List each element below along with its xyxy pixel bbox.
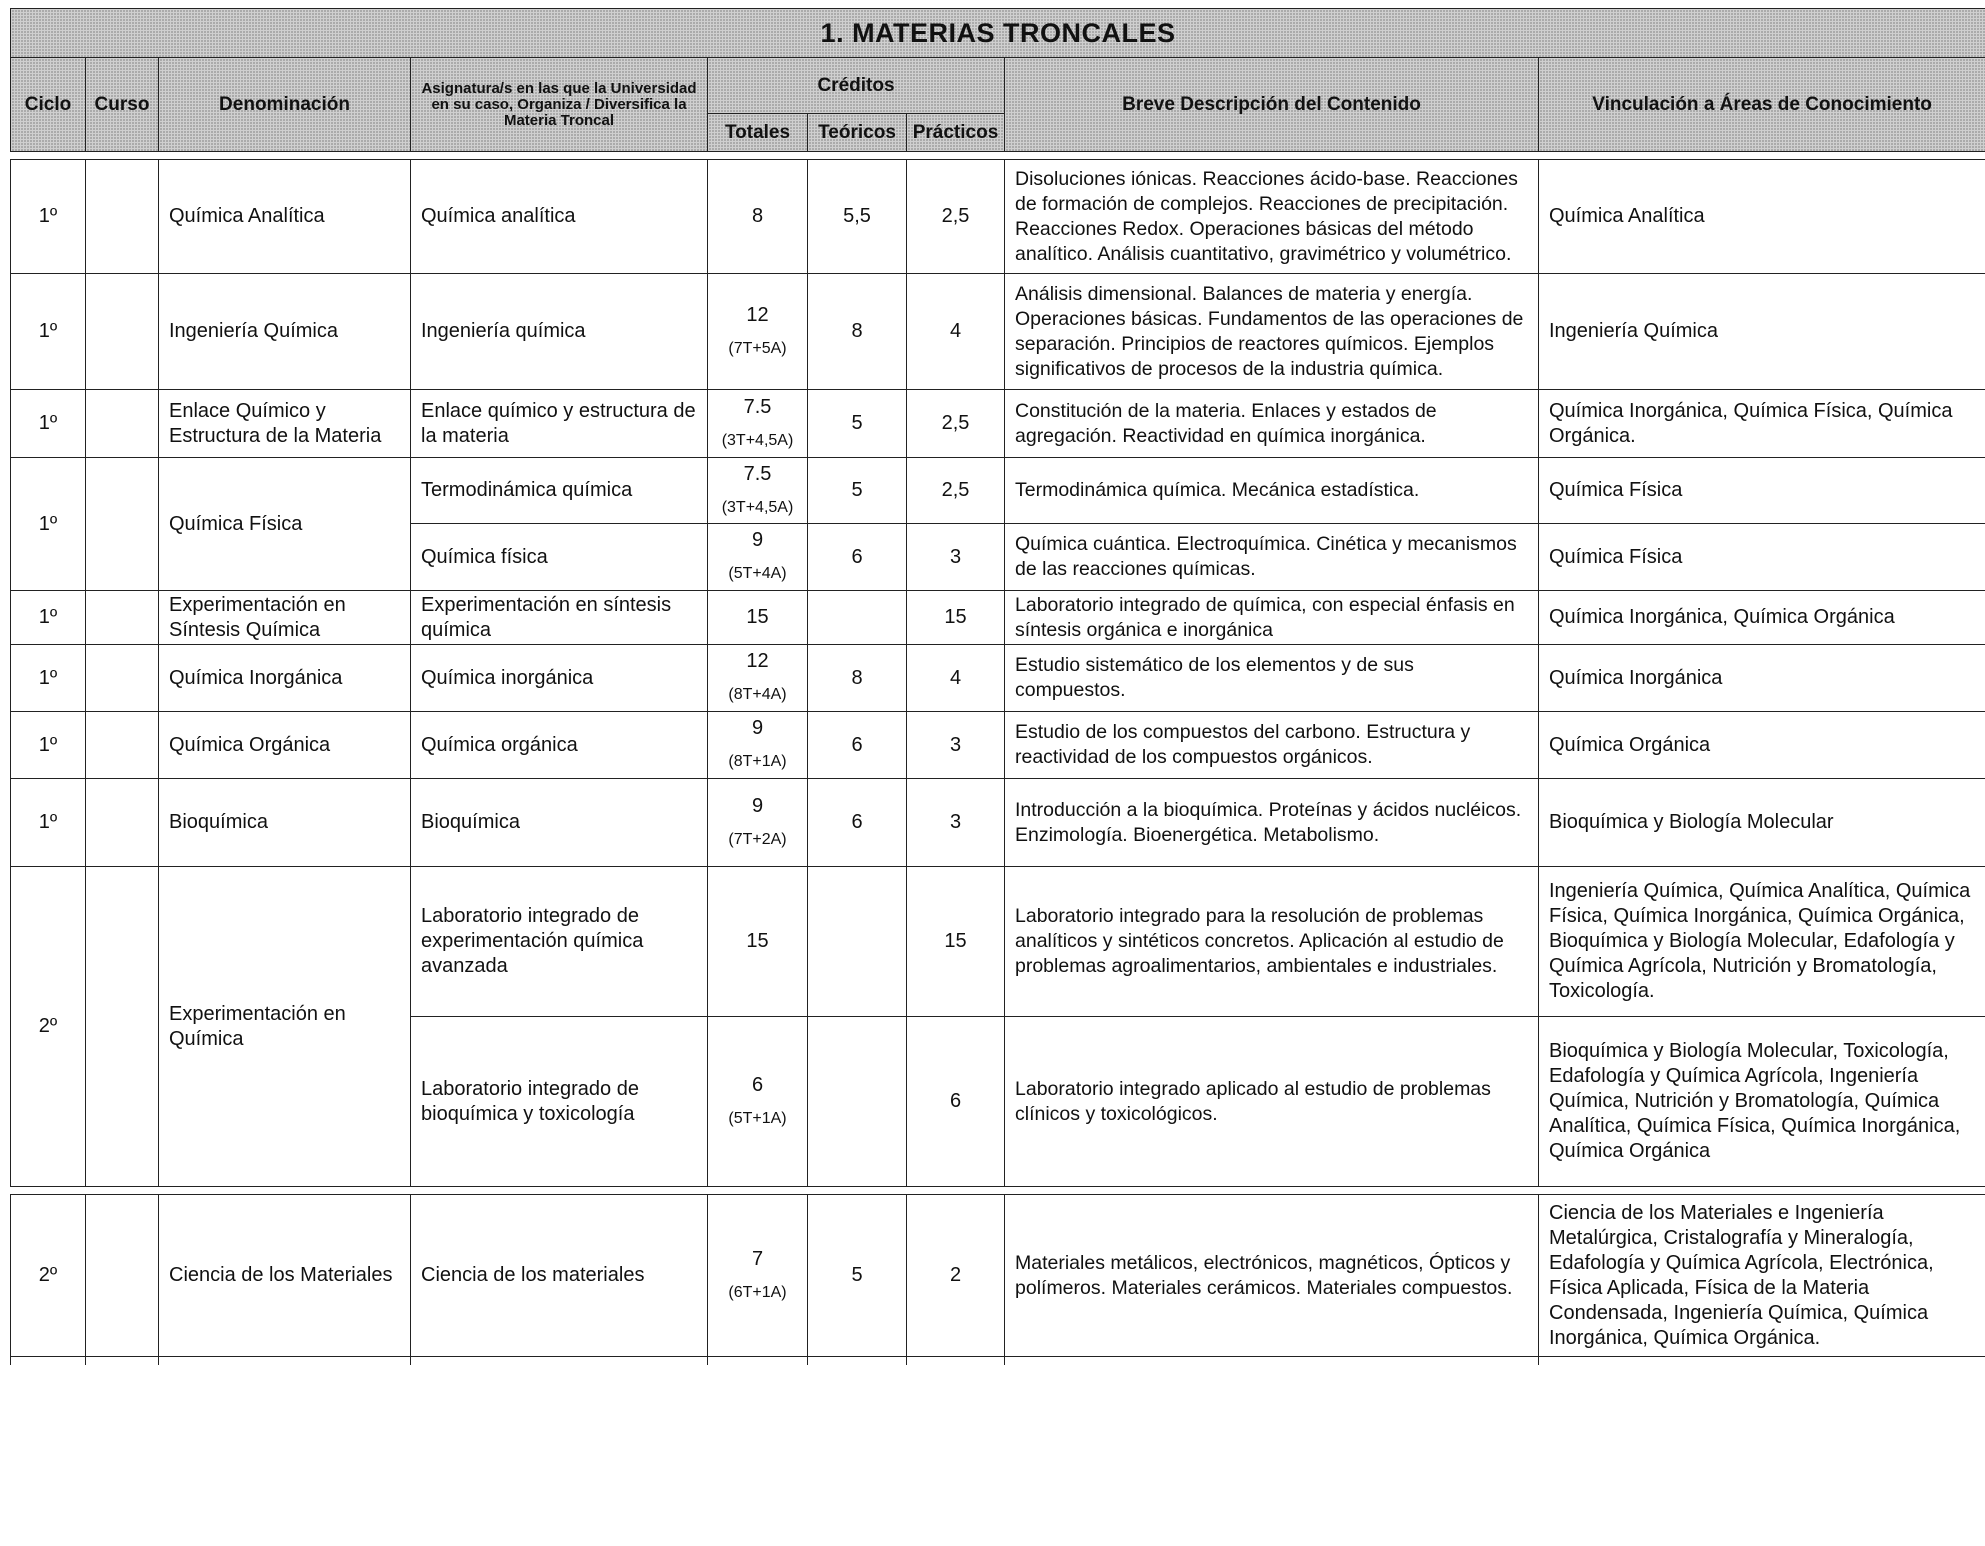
cell-denominacion: Química Inorgánica bbox=[159, 645, 411, 712]
header-totales: Totales bbox=[708, 114, 808, 152]
cell-descripcion: Química cuántica. Electroquímica. Cinética y mecanismos de las reacciones químicas. bbox=[1005, 524, 1539, 591]
cell-descripcion: Laboratorio integrado para la resolución de problemas analíticos y sintéticos concretos. Aplicación al estudio de problemas agroalimentarios, ambientales e industriales. bbox=[1005, 867, 1539, 1017]
cell-asignatura: Termodinámica química bbox=[411, 458, 708, 524]
cell-descripcion: Estudio de los compuestos del carbono. Estructura y reactividad de los compuestos orgánicos. bbox=[1005, 712, 1539, 779]
cell-totales bbox=[708, 458, 808, 524]
cell-ciclo: 2º bbox=[11, 1195, 86, 1357]
totales-breakdown: (5T+4A) bbox=[728, 565, 787, 582]
cell-totales bbox=[708, 645, 808, 712]
cell-totales bbox=[708, 1017, 808, 1187]
header-descripcion: Breve Descripción del Contenido bbox=[1005, 58, 1539, 152]
page-title: 1. MATERIAS TRONCALES bbox=[11, 9, 1985, 58]
cell-vinculacion: Química Física bbox=[1539, 458, 1985, 524]
table-row bbox=[11, 458, 1985, 524]
totales-value: 8 bbox=[751, 205, 764, 227]
cell-denominacion: Ciencia de los Materiales bbox=[159, 1195, 411, 1357]
cell-ciclo: 1º bbox=[11, 779, 86, 867]
totales-value: 15 bbox=[746, 930, 769, 952]
cell-curso bbox=[86, 591, 159, 645]
cell-denominacion: Ingeniería Química bbox=[159, 274, 411, 390]
cell-totales bbox=[708, 1195, 808, 1357]
cell-teoricos: 6 bbox=[808, 712, 907, 779]
cell-practicos: 2,5 bbox=[907, 160, 1005, 274]
cell-ciclo: 1º bbox=[11, 458, 86, 591]
cell-totales bbox=[708, 274, 808, 390]
cell-ciclo: 1º bbox=[11, 712, 86, 779]
cell-asignatura: Ciencia de los materiales bbox=[411, 1195, 708, 1357]
cell-asignatura: Química orgánica bbox=[411, 712, 708, 779]
cell-asignatura: Experimentación en síntesis química bbox=[411, 591, 708, 645]
cell-ciclo: 2º bbox=[11, 867, 86, 1187]
cell-teoricos: 5 bbox=[808, 458, 907, 524]
cell-vinculacion: Bioquímica y Biología Molecular bbox=[1539, 779, 1985, 867]
totales-value: 7.5 bbox=[743, 462, 772, 485]
cell-vinculacion: Bioquímica y Biología Molecular, Toxicología, Edafología y Química Agrícola, Ingeniería Química, Nutrición y Bromatología, Química Analítica, Química Física, Química Inorgánica, Química Orgánica bbox=[1539, 1017, 1985, 1187]
cell-descripcion: Estudio sistemático de los elementos y de sus compuestos. bbox=[1005, 645, 1539, 712]
cell-curso bbox=[86, 867, 159, 1187]
cell-asignatura: Química analítica bbox=[411, 160, 708, 274]
cell-curso bbox=[86, 458, 159, 591]
cell-teoricos bbox=[808, 867, 907, 1017]
cell-vinculacion: Química Física bbox=[1539, 524, 1985, 591]
header-practicos: Prácticos bbox=[907, 114, 1005, 152]
cell-denominacion: Química Orgánica bbox=[159, 712, 411, 779]
cell-descripcion: Termodinámica química. Mecánica estadística. bbox=[1005, 458, 1539, 524]
cell-asignatura: Química inorgánica bbox=[411, 645, 708, 712]
cell-totales bbox=[708, 591, 808, 645]
table-row bbox=[11, 591, 1985, 645]
materias-troncales-table bbox=[10, 8, 1985, 1365]
cell-vinculacion: Química Inorgánica bbox=[1539, 645, 1985, 712]
cell-vinculacion: Química Orgánica bbox=[1539, 712, 1985, 779]
totales-value: 6 bbox=[751, 1073, 764, 1096]
cell-teoricos: 5,5 bbox=[808, 160, 907, 274]
totales-value: 7.5 bbox=[743, 395, 772, 418]
totales-breakdown: (8T+4A) bbox=[728, 686, 787, 703]
cell-totales bbox=[708, 867, 808, 1017]
table-row bbox=[11, 867, 1985, 1017]
cell-asignatura: Enlace químico y estructura de la materia bbox=[411, 390, 708, 458]
cell-descripcion: Disoluciones iónicas. Reacciones ácido-base. Reacciones de formación de complejos. Reacciones de precipitación. Reacciones Redox. Operaciones básicas del método analítico. Análisis cuantitativo, gravimétrico y volumétrico. bbox=[1005, 160, 1539, 274]
table-row bbox=[11, 645, 1985, 712]
cell-practicos: 3 bbox=[907, 712, 1005, 779]
cell-ciclo: 1º bbox=[11, 591, 86, 645]
cell-teoricos bbox=[808, 591, 907, 645]
totales-breakdown: (6T+1A) bbox=[728, 1283, 787, 1301]
cell-totales bbox=[708, 390, 808, 458]
cell-vinculacion: Ciencia de los Materiales e Ingeniería Metalúrgica, Cristalografía y Mineralogía, Edafología y Química Agrícola, Electrónica, Física Aplicada, Física de la Materia Condensada, Ingeniería Química, Química Inorgánica, Química Orgánica. bbox=[1539, 1195, 1985, 1357]
cell-practicos: 15 bbox=[907, 867, 1005, 1017]
table-row bbox=[11, 160, 1985, 274]
table-row bbox=[11, 712, 1985, 779]
cell-ciclo: 1º bbox=[11, 160, 86, 274]
cell-practicos: 2 bbox=[907, 1195, 1005, 1357]
cell-vinculacion: Ingeniería Química, Química Analítica, Química Física, Química Inorgánica, Química Orgánica, Bioquímica y Biología Molecular, Edafología y Química Agrícola, Nutrición y Bromatología, Toxicología. bbox=[1539, 867, 1985, 1017]
totales-breakdown: (8T+1A) bbox=[728, 753, 787, 770]
cell-practicos: 15 bbox=[907, 591, 1005, 645]
cell-denominacion: Experimentación en Química bbox=[159, 867, 411, 1187]
cell-denominacion: Química Analítica bbox=[159, 160, 411, 274]
header-creditos: Créditos bbox=[708, 58, 1005, 114]
header-asignatura: Asignatura/s en las que la Universidad en su caso, Organiza / Diversifica la Materia Troncal bbox=[411, 58, 708, 152]
cell-teoricos: 8 bbox=[808, 645, 907, 712]
cell-teoricos: 6 bbox=[808, 779, 907, 867]
cell-curso bbox=[86, 779, 159, 867]
cell-denominacion: Química Física bbox=[159, 458, 411, 591]
cell-totales bbox=[708, 524, 808, 591]
cell-descripcion: Materiales metálicos, electrónicos, magnéticos, Ópticos y polímeros. Materiales cerámicos. Materiales compuestos. bbox=[1005, 1195, 1539, 1357]
cell-teoricos: 5 bbox=[808, 390, 907, 458]
cell-curso bbox=[86, 160, 159, 274]
table-row bbox=[11, 779, 1985, 867]
cell-ciclo: 1º bbox=[11, 274, 86, 390]
cell-ciclo: 1º bbox=[11, 645, 86, 712]
cell-practicos: 4 bbox=[907, 645, 1005, 712]
cell-vinculacion: Ingeniería Química bbox=[1539, 274, 1985, 390]
cell-curso bbox=[86, 274, 159, 390]
totales-value: 9 bbox=[751, 717, 764, 739]
cell-totales bbox=[708, 779, 808, 867]
header-curso: Curso bbox=[86, 58, 159, 152]
cell-teoricos: 6 bbox=[808, 524, 907, 591]
totales-value: 12 bbox=[746, 303, 769, 326]
cell-practicos: 3 bbox=[907, 779, 1005, 867]
totales-breakdown: (7T+2A) bbox=[728, 830, 787, 848]
cell-descripcion: Constitución de la materia. Enlaces y estados de agregación. Reactividad en química inorgánica. bbox=[1005, 390, 1539, 458]
header-vinculacion: Vinculación a Áreas de Conocimiento bbox=[1539, 58, 1985, 152]
cell-practicos: 6 bbox=[907, 1017, 1005, 1187]
cell-vinculacion: Química Inorgánica, Química Orgánica bbox=[1539, 591, 1985, 645]
cell-practicos: 3 bbox=[907, 524, 1005, 591]
cell-asignatura: Ingeniería química bbox=[411, 274, 708, 390]
cell-teoricos bbox=[808, 1017, 907, 1187]
header-ciclo: Ciclo bbox=[11, 58, 86, 152]
table-row bbox=[11, 274, 1985, 390]
totales-value: 7 bbox=[751, 1247, 764, 1270]
table-row bbox=[11, 1195, 1985, 1357]
cell-totales bbox=[708, 160, 808, 274]
cell-descripcion: Introducción a la bioquímica. Proteínas y ácidos nucléicos. Enzimología. Bioenergética. Metabolismo. bbox=[1005, 779, 1539, 867]
header-denominacion: Denominación bbox=[159, 58, 411, 152]
cell-asignatura: Laboratorio integrado de bioquímica y toxicología bbox=[411, 1017, 708, 1187]
totales-breakdown: (3T+4,5A) bbox=[721, 431, 794, 449]
totales-breakdown: (3T+4,5A) bbox=[721, 498, 794, 516]
totales-value: 12 bbox=[746, 650, 769, 672]
cell-denominacion: Enlace Químico y Estructura de la Materia bbox=[159, 390, 411, 458]
cell-descripcion: Análisis dimensional. Balances de materia y energía. Operaciones básicas. Fundamentos de las operaciones de separación. Principios de reactores químicos. Ejemplos significativos de procesos de la industria química. bbox=[1005, 274, 1539, 390]
cell-totales bbox=[708, 712, 808, 779]
cell-denominacion: Experimentación en Síntesis Química bbox=[159, 591, 411, 645]
totales-value: 9 bbox=[751, 529, 764, 551]
cell-curso bbox=[86, 645, 159, 712]
header-teoricos: Teóricos bbox=[808, 114, 907, 152]
cell-curso bbox=[86, 1195, 159, 1357]
cell-descripcion: Laboratorio integrado aplicado al estudio de problemas clínicos y toxicológicos. bbox=[1005, 1017, 1539, 1187]
cell-asignatura: Laboratorio integrado de experimentación química avanzada bbox=[411, 867, 708, 1017]
cell-curso bbox=[86, 390, 159, 458]
course-table-sheet bbox=[10, 8, 1985, 1365]
cell-practicos: 4 bbox=[907, 274, 1005, 390]
cell-teoricos: 8 bbox=[808, 274, 907, 390]
cell-curso bbox=[86, 712, 159, 779]
totales-value: 9 bbox=[751, 794, 764, 817]
cell-vinculacion: Química Inorgánica, Química Física, Química Orgánica. bbox=[1539, 390, 1985, 458]
cell-practicos: 2,5 bbox=[907, 458, 1005, 524]
totales-value: 15 bbox=[746, 606, 769, 628]
cell-asignatura: Química física bbox=[411, 524, 708, 591]
totales-breakdown: (7T+5A) bbox=[728, 339, 787, 357]
cell-ciclo: 1º bbox=[11, 390, 86, 458]
cell-teoricos: 5 bbox=[808, 1195, 907, 1357]
cell-asignatura: Bioquímica bbox=[411, 779, 708, 867]
totales-breakdown: (5T+1A) bbox=[728, 1109, 787, 1127]
cell-descripcion: Laboratorio integrado de química, con especial énfasis en síntesis orgánica e inorgánica bbox=[1005, 591, 1539, 645]
cell-practicos: 2,5 bbox=[907, 390, 1005, 458]
cell-denominacion: Bioquímica bbox=[159, 779, 411, 867]
cell-vinculacion: Química Analítica bbox=[1539, 160, 1985, 274]
table-row bbox=[11, 390, 1985, 458]
